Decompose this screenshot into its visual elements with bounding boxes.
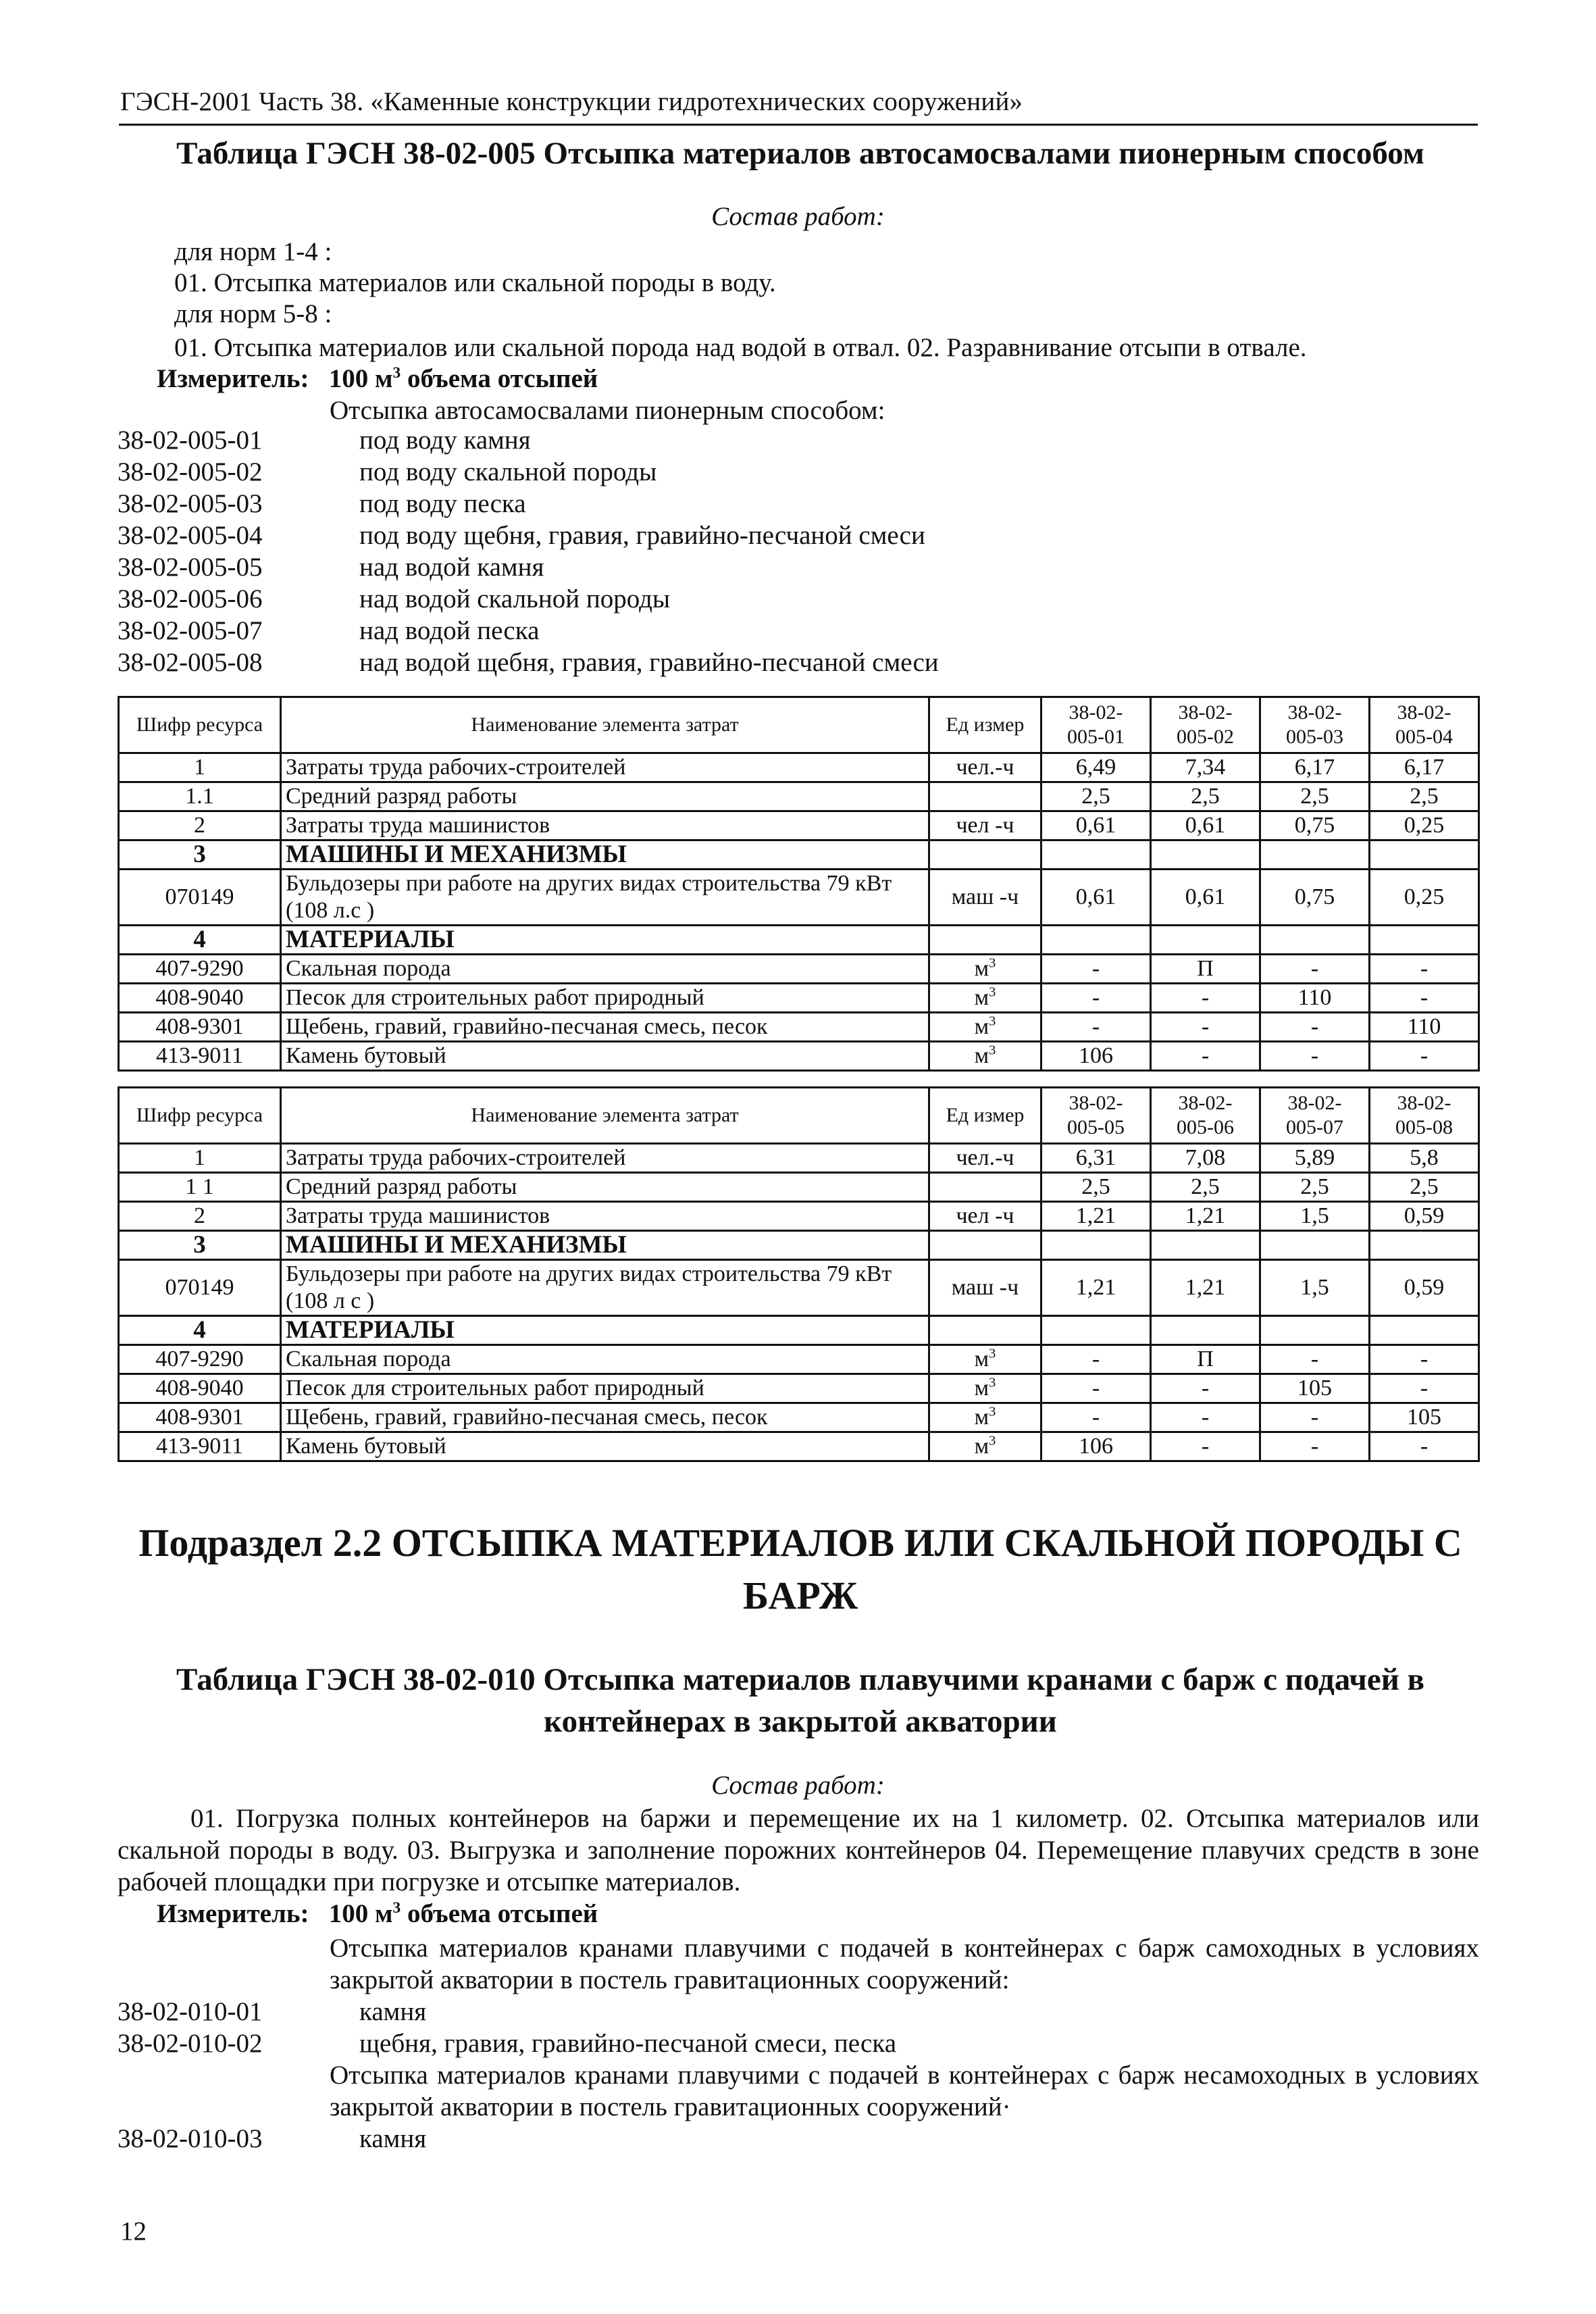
- cell-name: МАТЕРИАЛЫ: [281, 1316, 929, 1345]
- cell-value: 0,61: [1151, 870, 1260, 926]
- cell-value: [1260, 840, 1370, 870]
- cell-value: [1260, 1316, 1370, 1345]
- cell-value: -: [1260, 1042, 1370, 1071]
- norm-row: [118, 551, 939, 583]
- cell-value: 0,59: [1370, 1202, 1479, 1231]
- cell-name: Щебень, гравий, гравийно-песчаная смесь, песок: [281, 1403, 929, 1432]
- cell-value: 2,5: [1370, 1173, 1479, 1202]
- table-row: [119, 1013, 1479, 1042]
- cell-unit: $м^3$: [929, 1013, 1041, 1042]
- cell-name: Бульдозеры при работе на других видах строительства 79 кВт (108 л с ): [281, 1260, 929, 1316]
- cell-value: -: [1151, 1374, 1260, 1403]
- header-norm: 38-02- 005-08: [1370, 1088, 1479, 1144]
- cell-unit: [929, 782, 1041, 811]
- cell-value: -: [1370, 1374, 1479, 1403]
- norm-code: 38-02-010-01: [118, 1997, 263, 2026]
- cell-unit: $м^3$: [929, 955, 1041, 984]
- cell-name: Скальная порода: [281, 1345, 929, 1374]
- cell-unit: $м^3$: [929, 1374, 1041, 1403]
- cell-name: Затраты труда рабочих-строителей: [281, 1144, 929, 1173]
- cell-unit: [929, 1231, 1041, 1260]
- cell-code: 4: [119, 1316, 281, 1345]
- cell-code: 408-9040: [119, 1374, 281, 1403]
- cell-value: 106: [1041, 1042, 1151, 1071]
- header-norm: 38-02- 005-01: [1041, 697, 1151, 753]
- cell-value: 6,17: [1260, 753, 1370, 782]
- cell-value: [1260, 1231, 1370, 1260]
- cell-value: 1,21: [1151, 1260, 1260, 1316]
- cell-value: 106: [1041, 1432, 1151, 1461]
- group-title: Отсыпка материалов кранами плавучими с подачей в контейнерах с барж самоходных в условиях закрытой акватории в постель гравитационных сооружений:: [330, 1934, 1479, 1994]
- norm-row: [118, 647, 939, 678]
- table-row: [119, 1432, 1479, 1461]
- cell-unit: $м^3$: [929, 1432, 1041, 1461]
- norm-list: [118, 424, 939, 678]
- cell-value: 0,25: [1370, 870, 1479, 926]
- cell-value: -: [1041, 984, 1151, 1013]
- cell-code: 1.1: [119, 782, 281, 811]
- table-row: [119, 1403, 1479, 1432]
- cell-code: 1: [119, 1144, 281, 1173]
- header-unit: Ед измер: [929, 697, 1041, 753]
- cell-value: 0,61: [1041, 811, 1151, 840]
- cell-value: 5,8: [1370, 1144, 1479, 1173]
- cell-unit: [929, 1316, 1041, 1345]
- cell-value: 6,31: [1041, 1144, 1151, 1173]
- norm-text: камня: [359, 2124, 427, 2153]
- cell-value: П: [1151, 1345, 1260, 1374]
- cell-name: Затраты труда машинистов: [281, 811, 929, 840]
- cell-value: -: [1151, 1042, 1260, 1071]
- cell-value: 6,17: [1370, 753, 1479, 782]
- cell-value: -: [1151, 1432, 1260, 1461]
- cell-value: 0,25: [1370, 811, 1479, 840]
- cell-code: 070149: [119, 870, 281, 926]
- header-name: Наименование элемента затрат: [281, 1088, 929, 1144]
- cell-value: 2,5: [1370, 782, 1479, 811]
- measure-value: 100 $м^3$ объема отсыпей: [328, 1899, 598, 1928]
- cell-value: [1041, 926, 1151, 955]
- cell-code: 408-9040: [119, 984, 281, 1013]
- cell-value: -: [1041, 955, 1151, 984]
- norm-text: над водой скальной породы: [359, 584, 671, 613]
- table-title: Таблица ГЭСН 38-02-010 Отсыпка материалов плавучими кранами с барж с подачей в контейнерах в закрытой акватории: [176, 1662, 1424, 1739]
- cell-value: [1151, 1316, 1260, 1345]
- norm-code: 38-02-005-08: [118, 648, 263, 677]
- cell-value: -: [1041, 1374, 1151, 1403]
- cell-value: -: [1260, 1403, 1370, 1432]
- header-code: Шифр ресурса: [119, 697, 281, 753]
- cell-value: [1370, 1231, 1479, 1260]
- cell-code: 070149: [119, 1260, 281, 1316]
- cell-value: -: [1260, 1345, 1370, 1374]
- norm-code: 38-02-005-05: [118, 553, 263, 582]
- cell-unit: $м^3$: [929, 1042, 1041, 1071]
- cell-value: 105: [1370, 1403, 1479, 1432]
- resource-table: [118, 696, 1480, 1072]
- group-title: Отсыпка материалов кранами плавучими с подачей в контейнерах с барж несамоходных в условиях закрытой акватории в постель гравитационных сооружений·: [330, 2061, 1479, 2121]
- cell-value: [1370, 1316, 1479, 1345]
- norm-row: [118, 456, 939, 488]
- cell-name: Затраты труда машинистов: [281, 1202, 929, 1231]
- norm-text: под воду скальной породы: [359, 457, 657, 486]
- table-row: [119, 1202, 1479, 1231]
- norm-row: [118, 520, 939, 551]
- table-row: [119, 782, 1479, 811]
- cell-unit: маш -ч: [929, 870, 1041, 926]
- norm-code: 38-02-005-03: [118, 489, 263, 518]
- cell-name: Средний разряд работы: [281, 1173, 929, 1202]
- cell-unit: чел -ч: [929, 1202, 1041, 1231]
- cell-value: 0,75: [1260, 811, 1370, 840]
- norm-row: [118, 583, 939, 615]
- header-unit: Ед измер: [929, 1088, 1041, 1144]
- norm-text: над водой щебня, гравия, гравийно-песчаной смеси: [359, 648, 939, 677]
- norm-text: под воду щебня, гравия, гравийно-песчаной смеси: [359, 521, 925, 550]
- table-row: [119, 1231, 1479, 1260]
- cell-value: 1,21: [1151, 1202, 1260, 1231]
- cell-value: -: [1260, 955, 1370, 984]
- cell-value: -: [1370, 984, 1479, 1013]
- cell-name: МАШИНЫ И МЕХАНИЗМЫ: [281, 840, 929, 870]
- cell-code: 3: [119, 1231, 281, 1260]
- cell-value: 2,5: [1260, 1173, 1370, 1202]
- cell-value: -: [1370, 1042, 1479, 1071]
- norm-code: 38-02-010-02: [118, 2029, 263, 2058]
- work-line: для норм 5-8 :: [174, 299, 332, 328]
- norm-text: над водой песка: [359, 616, 540, 645]
- norm-text: над водой камня: [359, 553, 544, 582]
- cell-value: -: [1151, 984, 1260, 1013]
- table-header-row: [119, 697, 1479, 753]
- cell-value: -: [1151, 1403, 1260, 1432]
- cell-value: 7,34: [1151, 753, 1260, 782]
- norm-code: 38-02-005-06: [118, 584, 263, 613]
- cell-code: 1 1: [119, 1173, 281, 1202]
- table-row: [119, 1173, 1479, 1202]
- cell-value: 110: [1260, 984, 1370, 1013]
- cell-value: [1151, 840, 1260, 870]
- cell-code: 4: [119, 926, 281, 955]
- cell-value: [1041, 1231, 1151, 1260]
- cell-value: -: [1260, 1432, 1370, 1461]
- cell-name: Песок для строительных работ природный: [281, 1374, 929, 1403]
- header-norm: 38-02- 005-07: [1260, 1088, 1370, 1144]
- cell-unit: чел.-ч: [929, 753, 1041, 782]
- cell-value: -: [1041, 1403, 1151, 1432]
- cell-value: -: [1260, 1013, 1370, 1042]
- cell-unit: [929, 1173, 1041, 1202]
- cell-value: 2,5: [1151, 782, 1260, 811]
- table-row: [119, 1042, 1479, 1071]
- cell-unit: $м^3$: [929, 984, 1041, 1013]
- cell-value: 1,21: [1041, 1260, 1151, 1316]
- cell-value: П: [1151, 955, 1260, 984]
- cell-name: Камень бутовый: [281, 1042, 929, 1071]
- cell-value: [1041, 840, 1151, 870]
- table-row: [119, 955, 1479, 984]
- cell-code: 2: [119, 1202, 281, 1231]
- norm-list: [118, 1996, 896, 2059]
- table-row: [119, 1316, 1479, 1345]
- cell-name: Песок для строительных работ природный: [281, 984, 929, 1013]
- work-line: 01. Отсыпка материалов или скальной порода над водой в отвал. 02. Разравнивание отсыпи в отвале.: [174, 333, 1307, 362]
- norm-code: 38-02-005-01: [118, 426, 263, 455]
- norm-code: 38-02-005-07: [118, 616, 263, 645]
- page-number: 12: [120, 2217, 147, 2246]
- cell-value: -: [1370, 955, 1479, 984]
- work-composition-label: Состав работ:: [711, 202, 885, 231]
- cell-code: 407-9290: [119, 1345, 281, 1374]
- cell-code: 3: [119, 840, 281, 870]
- measure-line: [157, 1898, 598, 1929]
- measure-line: [157, 363, 598, 394]
- cell-value: 1,21: [1041, 1202, 1151, 1231]
- table-row: [119, 926, 1479, 955]
- cell-value: 2,5: [1260, 782, 1370, 811]
- cell-value: 0,61: [1151, 811, 1260, 840]
- cell-value: 1,5: [1260, 1260, 1370, 1316]
- cell-unit: [929, 840, 1041, 870]
- running-header: ГЭСН-2001 Часть 38. «Каменные конструкции гидротехнических сооружений»: [120, 87, 1023, 116]
- resource-table: [118, 1086, 1480, 1462]
- cell-code: 1: [119, 753, 281, 782]
- cell-value: [1370, 926, 1479, 955]
- norm-code: 38-02-005-04: [118, 521, 263, 550]
- table-row: [119, 984, 1479, 1013]
- cell-value: 6,49: [1041, 753, 1151, 782]
- table-row: [119, 840, 1479, 870]
- norm-row: [118, 2028, 896, 2059]
- table-row: [119, 870, 1479, 926]
- norm-row: [118, 615, 939, 647]
- norm-row: [118, 488, 939, 520]
- table-row: [119, 1144, 1479, 1173]
- cell-code: 407-9290: [119, 955, 281, 984]
- cell-value: -: [1370, 1345, 1479, 1374]
- cell-value: [1041, 1316, 1151, 1345]
- cell-code: 413-9011: [119, 1042, 281, 1071]
- header-norm: 38-02- 005-05: [1041, 1088, 1151, 1144]
- cell-value: [1370, 840, 1479, 870]
- table-header-row: [119, 1088, 1479, 1144]
- cell-value: 2,5: [1041, 782, 1151, 811]
- table-row: [119, 1260, 1479, 1316]
- cell-value: 5,89: [1260, 1144, 1370, 1173]
- header-norm: 38-02- 005-06: [1151, 1088, 1260, 1144]
- work-line: для норм 1-4 :: [174, 237, 332, 266]
- norm-code: 38-02-005-02: [118, 457, 263, 486]
- cell-code: 408-9301: [119, 1013, 281, 1042]
- cell-unit: чел.-ч: [929, 1144, 1041, 1173]
- cell-value: 0,75: [1260, 870, 1370, 926]
- norm-text: щебня, гравия, гравийно-песчаной смеси, песка: [359, 2029, 897, 2058]
- norm-row: [118, 424, 939, 456]
- header-name: Наименование элемента затрат: [281, 697, 929, 753]
- cell-value: 1,5: [1260, 1202, 1370, 1231]
- norm-row: [118, 1996, 896, 2028]
- norm-list: [118, 2123, 426, 2155]
- table-title: Таблица ГЭСН 38-02-005 Отсыпка материалов автосамосвалами пионерным способом: [176, 136, 1424, 171]
- cell-name: Щебень, гравий, гравийно-песчаная смесь, песок: [281, 1013, 929, 1042]
- cell-unit: маш -ч: [929, 1260, 1041, 1316]
- cell-code: 413-9011: [119, 1432, 281, 1461]
- header-norm: 38-02- 005-02: [1151, 697, 1260, 753]
- cell-value: -: [1370, 1432, 1479, 1461]
- norm-row: [118, 2123, 426, 2155]
- cell-unit: $м^3$: [929, 1403, 1041, 1432]
- cell-value: 7,08: [1151, 1144, 1260, 1173]
- cell-value: [1151, 1231, 1260, 1260]
- measure-label: Измеритель:: [157, 1899, 309, 1928]
- cell-value: 0,61: [1041, 870, 1151, 926]
- subsection-title: Подраздел 2.2 ОТСЫПКА МАТЕРИАЛОВ ИЛИ СКАЛЬНОЙ ПОРОДЫ С БАРЖ: [138, 1521, 1462, 1617]
- cell-value: 2,5: [1151, 1173, 1260, 1202]
- cell-code: 408-9301: [119, 1403, 281, 1432]
- measure-label: Измеритель:: [157, 364, 309, 393]
- group-title: Отсыпка автосамосвалами пионерным способом:: [330, 396, 885, 425]
- cell-value: 105: [1260, 1374, 1370, 1403]
- cell-name: МАТЕРИАЛЫ: [281, 926, 929, 955]
- work-description: 01. Погрузка полных контейнеров на баржи и перемещение их на 1 километр. 02. Отсыпка материалов или скальной породы в воду. 03. Выгрузка и заполнение порожних контейнеров 04. Перемещение плавучих средств в зоне рабочей площадки при погрузке и отсыпке материалов.: [118, 1804, 1479, 1896]
- cell-name: Бульдозеры при работе на других видах строительства 79 кВт (108 л.с ): [281, 870, 929, 926]
- cell-name: МАШИНЫ И МЕХАНИЗМЫ: [281, 1231, 929, 1260]
- cell-value: 0,59: [1370, 1260, 1479, 1316]
- cell-value: -: [1151, 1013, 1260, 1042]
- norm-text: под воду камня: [359, 426, 531, 455]
- header-norm: 38-02- 005-04: [1370, 697, 1479, 753]
- table-row: [119, 1374, 1479, 1403]
- table-row: [119, 753, 1479, 782]
- norm-text: камня: [359, 1997, 427, 2026]
- table-row: [119, 1345, 1479, 1374]
- cell-name: Скальная порода: [281, 955, 929, 984]
- cell-code: 2: [119, 811, 281, 840]
- cell-value: [1151, 926, 1260, 955]
- measure-value: 100 $м^3$ объема отсыпей: [328, 364, 598, 393]
- cell-unit: $м^3$: [929, 1345, 1041, 1374]
- norm-text: под воду песка: [359, 489, 526, 518]
- norm-code: 38-02-010-03: [118, 2124, 263, 2153]
- cell-value: -: [1041, 1013, 1151, 1042]
- cell-value: [1260, 926, 1370, 955]
- cell-name: Средний разряд работы: [281, 782, 929, 811]
- cell-unit: чел -ч: [929, 811, 1041, 840]
- header-norm: 38-02- 005-03: [1260, 697, 1370, 753]
- cell-name: Камень бутовый: [281, 1432, 929, 1461]
- cell-unit: [929, 926, 1041, 955]
- work-composition-label: Состав работ:: [711, 1771, 885, 1800]
- table-row: [119, 811, 1479, 840]
- cell-value: 110: [1370, 1013, 1479, 1042]
- work-line: 01. Отсыпка материалов или скальной породы в воду.: [174, 268, 776, 297]
- cell-value: -: [1041, 1345, 1151, 1374]
- cell-name: Затраты труда рабочих-строителей: [281, 753, 929, 782]
- cell-value: 2,5: [1041, 1173, 1151, 1202]
- header-code: Шифр ресурса: [119, 1088, 281, 1144]
- header-rule: [119, 124, 1478, 126]
